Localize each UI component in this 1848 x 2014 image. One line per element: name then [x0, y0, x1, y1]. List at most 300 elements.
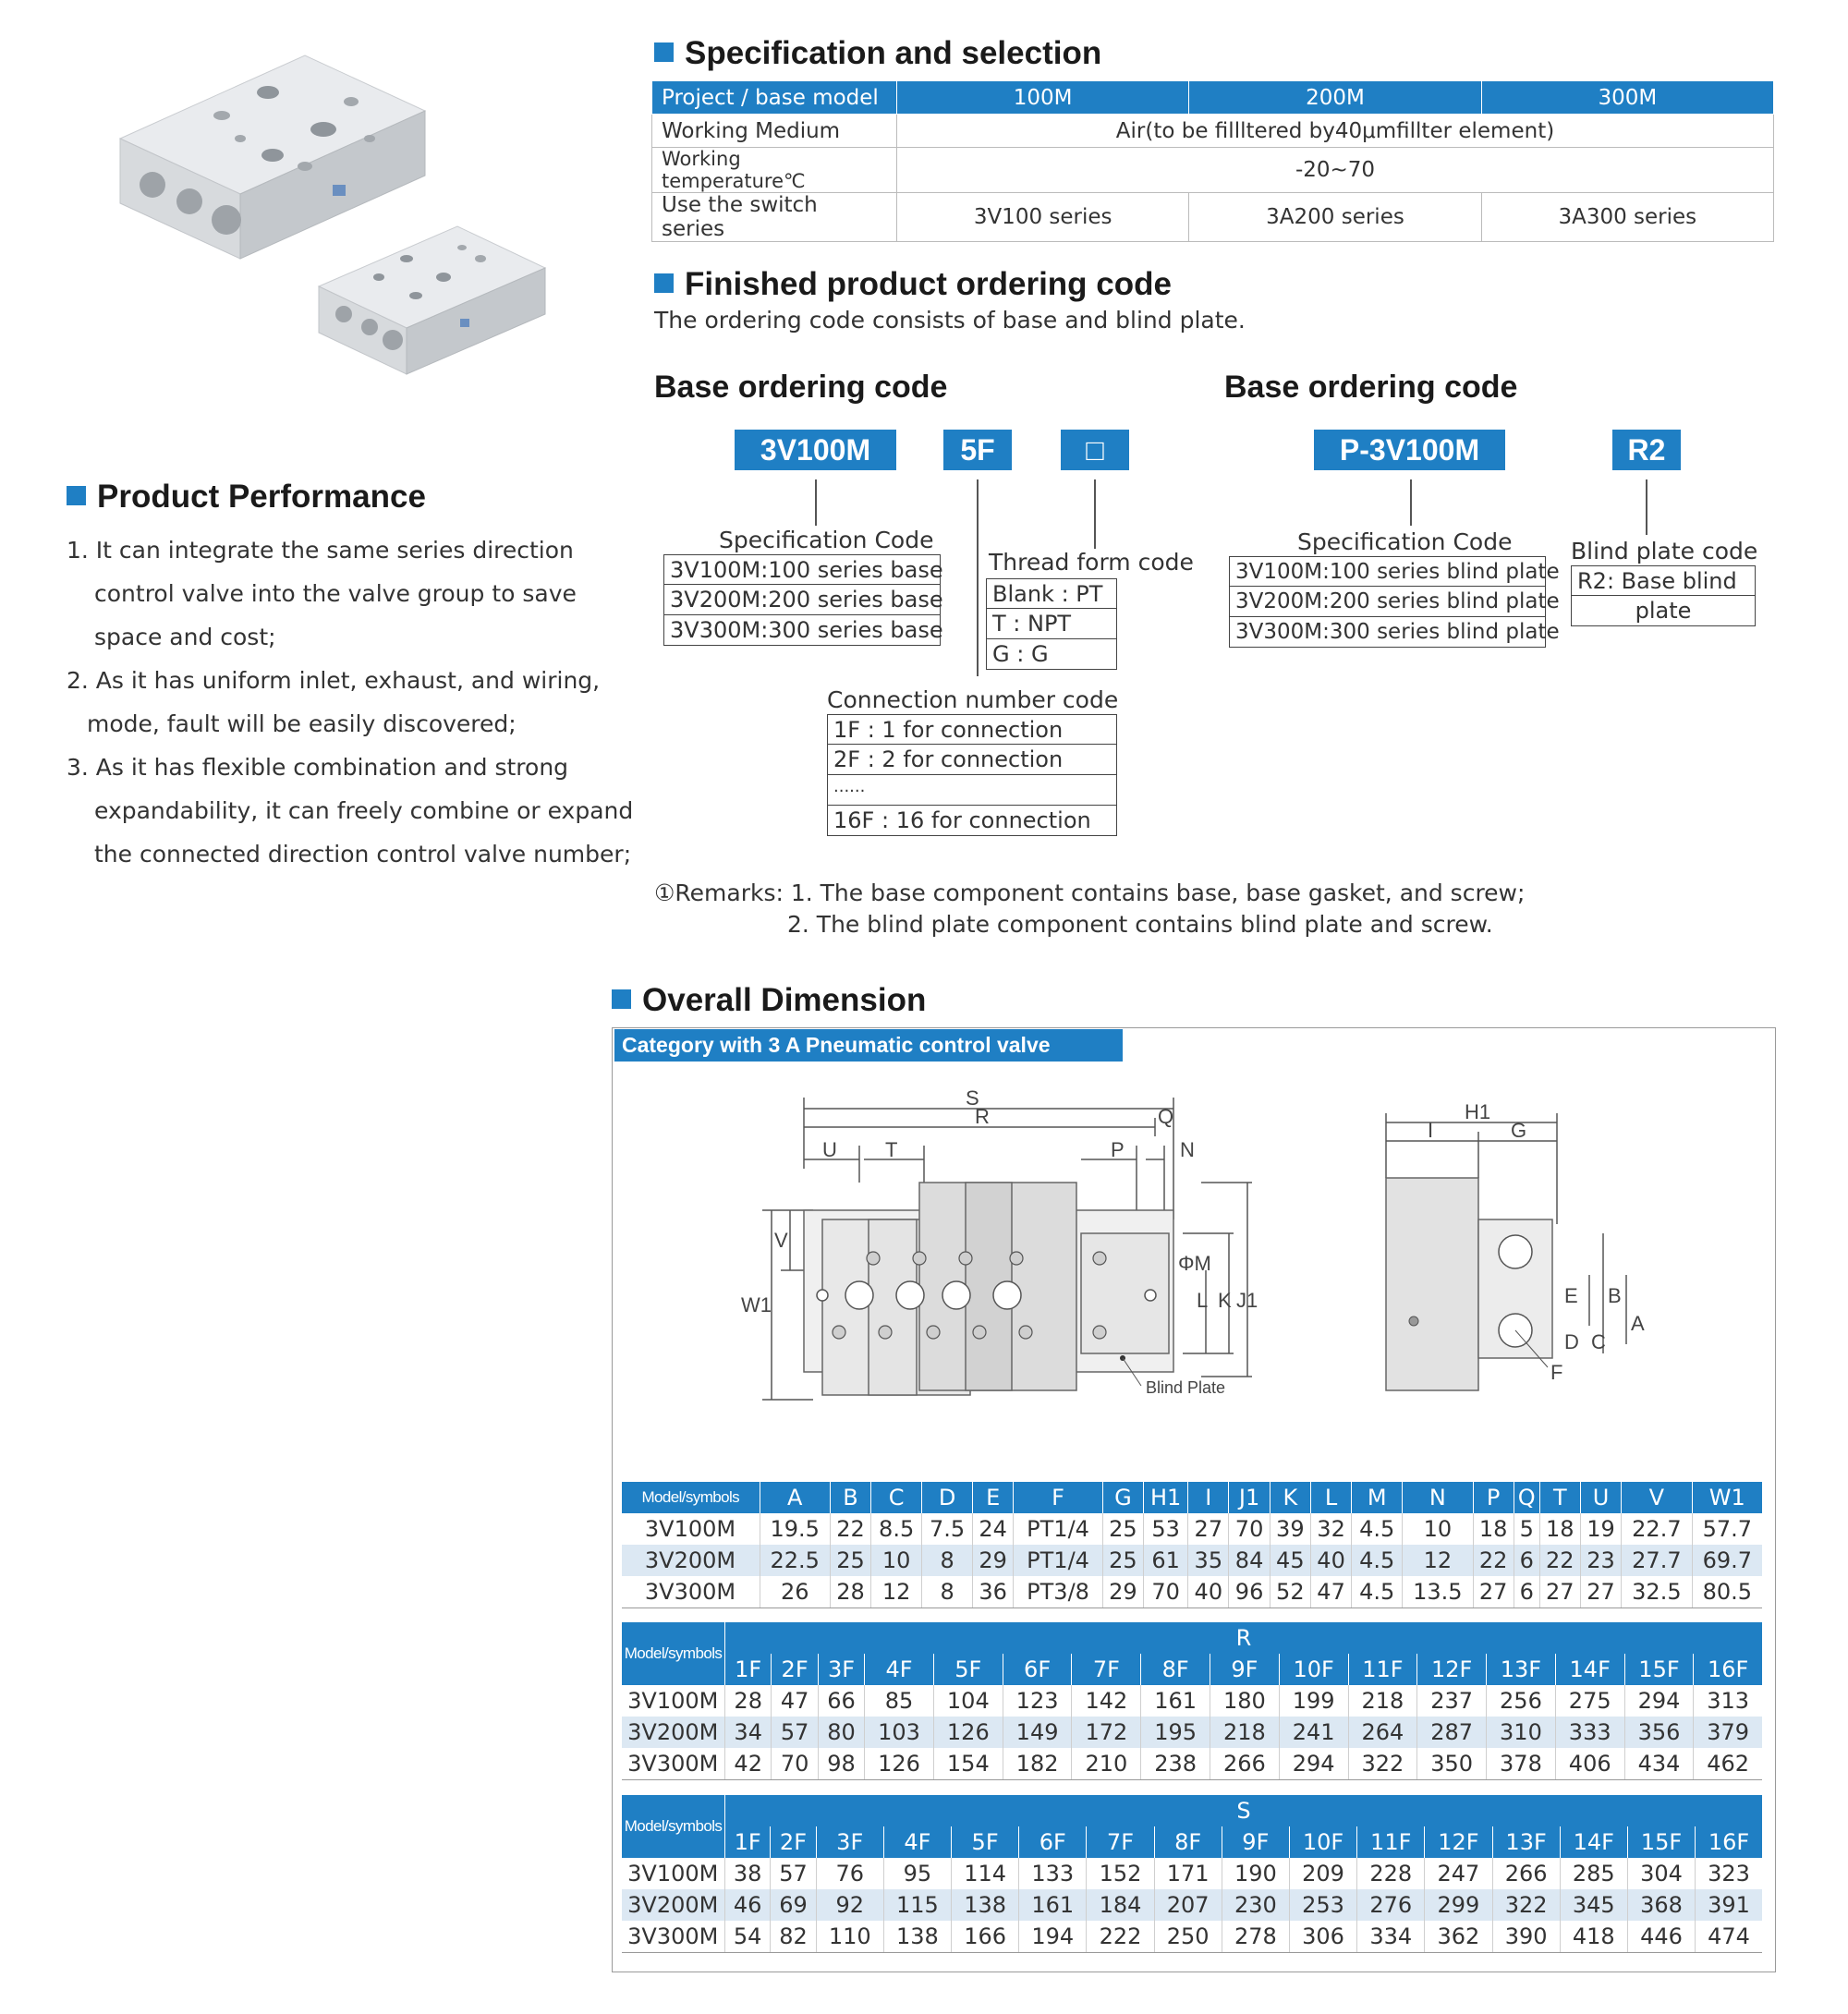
dim-label-B: B: [1608, 1284, 1622, 1307]
table-cell: 85: [865, 1685, 934, 1717]
table-cell: 98: [818, 1748, 864, 1779]
table-cell: 22: [1539, 1545, 1580, 1576]
table-cell: 29: [1102, 1576, 1143, 1608]
table-cell: 210: [1072, 1748, 1141, 1779]
table-cell: 28: [830, 1576, 870, 1608]
table-cell: 80: [818, 1717, 864, 1748]
dim-label-V: V: [774, 1229, 788, 1252]
table-cell: 61: [1144, 1545, 1188, 1576]
table-cell: 172: [1072, 1717, 1141, 1748]
table-cell: 22.5: [760, 1545, 830, 1576]
table-header-cell: 13F: [1492, 1826, 1560, 1858]
table-cell: 250: [1154, 1921, 1222, 1952]
table-cell: 4.5: [1352, 1576, 1403, 1608]
table-header-cell: 6F: [1003, 1654, 1072, 1685]
table-cell: 34: [725, 1717, 772, 1748]
table-cell: 323: [1696, 1858, 1762, 1889]
connector-line: [815, 479, 817, 526]
table-header-cell: 10F: [1279, 1654, 1348, 1685]
table-header-cell: 3F: [816, 1826, 883, 1858]
spec-value: -20~70: [897, 148, 1774, 193]
spec-code-row: 3V100M:100 series base: [663, 554, 941, 585]
table-cell: 70: [1229, 1513, 1270, 1545]
code-box-connection: 5F: [943, 430, 1012, 470]
spec-code-row: 3V300M:300 series base: [663, 615, 941, 646]
ordering-subtitle: The ordering code consists of base and blind plate.: [654, 307, 1246, 334]
table-header-cell: H1: [1144, 1482, 1188, 1513]
dim-label-N: N: [1180, 1138, 1195, 1161]
table-header-cell: G: [1102, 1482, 1143, 1513]
product-image: [111, 37, 573, 406]
dimension-heading: Overall Dimension: [612, 982, 926, 1019]
table-header-cell: 4F: [883, 1826, 951, 1858]
s-dimension-table: [621, 1795, 1762, 1953]
dim-label-J1: J1: [1236, 1289, 1258, 1312]
table-cell: 10: [871, 1545, 922, 1576]
spec-code-label: Specification Code: [719, 527, 934, 553]
table-cell: 57: [771, 1858, 816, 1889]
table-cell: 8: [922, 1576, 973, 1608]
table-cell: 5: [1514, 1513, 1539, 1545]
table-cell: 275: [1555, 1685, 1624, 1717]
table-cell: 18: [1539, 1513, 1580, 1545]
front-view-drawing: [730, 1081, 1258, 1423]
table-cell: 166: [952, 1921, 1019, 1952]
table-group-row: [622, 1622, 1763, 1654]
table-row: [622, 1685, 1763, 1717]
table-cell: 194: [1019, 1921, 1087, 1952]
table-cell: 3V100M: [627, 1688, 719, 1714]
table-cell: 53: [1144, 1513, 1188, 1545]
dim-label-W1: W1: [741, 1293, 772, 1316]
table-cell: 26: [760, 1576, 830, 1608]
connector-line: [1646, 479, 1647, 535]
table-cell: 27: [1473, 1576, 1514, 1608]
blind-spec-code-row: 3V200M:200 series blind plate: [1229, 587, 1546, 617]
table-header-cell: Q: [1514, 1482, 1539, 1513]
dim-label-S: S: [966, 1086, 979, 1110]
table-cell: 149: [1003, 1717, 1072, 1748]
spec-value: 3A200 series: [1189, 193, 1481, 242]
blind-plate-code-label: Blind plate code: [1571, 538, 1758, 564]
table-cell: 322: [1348, 1748, 1417, 1779]
table-row: [622, 1513, 1763, 1545]
table-header-cell: V: [1622, 1482, 1692, 1513]
table-header-cell: C: [871, 1482, 922, 1513]
table-cell: 13.5: [1403, 1576, 1473, 1608]
connection-code-table: [827, 714, 1117, 836]
dim-label-T: T: [885, 1138, 898, 1161]
table-header-cell: 16F: [1696, 1826, 1762, 1858]
table-cell: 190: [1222, 1858, 1289, 1889]
remark-line: 2. The blind plate component contains blind plate and screw.: [787, 911, 1493, 938]
table-row: [622, 1748, 1763, 1779]
table-cell: 104: [933, 1685, 1003, 1717]
performance-line: 1. It can integrate the same series direction: [67, 537, 574, 564]
table-cell: 76: [816, 1858, 883, 1889]
table-cell: 362: [1425, 1921, 1492, 1952]
table-cell: 54: [725, 1921, 771, 1952]
table-header-cell: 14F: [1555, 1654, 1624, 1685]
table-group-cell: R: [725, 1622, 1763, 1654]
table-row: [622, 1545, 1763, 1576]
spec-code-row: 3V200M:200 series base: [663, 585, 941, 615]
dim-label-D: D: [1564, 1330, 1579, 1353]
dim-label-H1: H1: [1465, 1100, 1491, 1123]
thread-code-row: G : G: [986, 639, 1117, 670]
performance-line: the connected direction control valve number;: [94, 841, 632, 867]
table-cell: 182: [1003, 1748, 1072, 1779]
table-cell: 45: [1270, 1545, 1310, 1576]
table-cell: 3V200M: [622, 1717, 725, 1748]
table-cell: 25: [1102, 1545, 1143, 1576]
table-cell: 47: [772, 1685, 818, 1717]
performance-line: 2. As it has uniform inlet, exhaust, and wiring,: [67, 667, 601, 694]
table-group-cell: S: [725, 1795, 1763, 1826]
table-header-cell: Model/symbols: [622, 1622, 725, 1685]
table-cell: 126: [865, 1748, 934, 1779]
connection-code-row: ......: [827, 775, 1117, 806]
table-cell: 32.5: [1622, 1576, 1692, 1608]
table-cell: 27: [1539, 1576, 1580, 1608]
table-cell: 23: [1580, 1545, 1621, 1576]
performance-line: mode, fault will be easily discovered;: [87, 710, 517, 737]
spec-row: [652, 193, 1774, 242]
table-cell: 57.7: [1692, 1513, 1762, 1545]
table-cell: 82: [771, 1921, 816, 1952]
table-cell: 66: [818, 1685, 864, 1717]
spec-label: Use the switch series: [652, 193, 897, 242]
blind-spec-code-table: [1229, 556, 1560, 648]
table-header-cell: 5F: [933, 1654, 1003, 1685]
connection-code-row: 16F : 16 for connection: [827, 806, 1117, 836]
table-cell: 218: [1348, 1685, 1417, 1717]
table-cell: 69.7: [1692, 1545, 1762, 1576]
category-banner: Category with 3 A Pneumatic control valve: [614, 1029, 1123, 1062]
table-header-cell: 11F: [1348, 1654, 1417, 1685]
table-header-cell: 7F: [1087, 1826, 1154, 1858]
connector-line: [1410, 479, 1412, 526]
table-cell: 4.5: [1352, 1513, 1403, 1545]
table-header-cell: 2F: [771, 1826, 816, 1858]
table-cell: 22.7: [1622, 1513, 1692, 1545]
bullet-square-icon: [67, 486, 86, 505]
dim-label-U: U: [822, 1138, 837, 1161]
table-header-cell: 1F: [725, 1654, 772, 1685]
dim-label-R: R: [975, 1105, 990, 1128]
table-row: [622, 1858, 1763, 1889]
blind-plate-callout: Blind Plate: [1146, 1378, 1226, 1397]
table-cell: 7.5: [922, 1513, 973, 1545]
table-cell: 39: [1270, 1513, 1310, 1545]
table-cell: 228: [1357, 1858, 1425, 1889]
table-cell: 29: [973, 1545, 1014, 1576]
table-header-cell: T: [1539, 1482, 1580, 1513]
table-header-cell: K: [1270, 1482, 1310, 1513]
table-cell: 4.5: [1352, 1545, 1403, 1576]
table-header-row: [622, 1826, 1763, 1858]
table-cell: 3V300M: [622, 1748, 725, 1779]
table-cell: 110: [816, 1921, 883, 1952]
spec-code-table: [663, 554, 941, 646]
spec-value: 3A300 series: [1481, 193, 1773, 242]
table-cell: 241: [1279, 1717, 1348, 1748]
table-group-row: [622, 1795, 1763, 1826]
table-cell: 22: [830, 1513, 870, 1545]
table-cell: 22: [1473, 1545, 1514, 1576]
table-header-cell: 5F: [952, 1826, 1019, 1858]
table-cell: 152: [1087, 1858, 1154, 1889]
side-view-drawing: [1377, 1095, 1672, 1409]
base-code-title: Base ordering code: [654, 370, 948, 405]
table-cell: 25: [830, 1545, 870, 1576]
table-cell: 3V200M: [622, 1889, 725, 1921]
table-cell: PT1/4: [1014, 1513, 1102, 1545]
dim-label-I: I: [1428, 1119, 1434, 1142]
table-cell: 18: [1473, 1513, 1514, 1545]
table-cell: 209: [1289, 1858, 1356, 1889]
spec-value: Air(to be fillltered by40μmfillter element): [897, 115, 1774, 148]
table-cell: 154: [933, 1748, 1003, 1779]
table-header-cell: 15F: [1627, 1826, 1695, 1858]
table-cell: 3V100M: [627, 1861, 719, 1887]
table-cell: 390: [1492, 1921, 1560, 1952]
table-cell: 264: [1348, 1717, 1417, 1748]
table-header-cell: 3F: [818, 1654, 864, 1685]
table-cell: 36: [973, 1576, 1014, 1608]
table-cell: 218: [1210, 1717, 1280, 1748]
dimension-table: [621, 1482, 1762, 1608]
table-cell: 195: [1141, 1717, 1210, 1748]
table-header-cell: N: [1403, 1482, 1473, 1513]
table-cell: 266: [1492, 1858, 1560, 1889]
table-header-cell: 1F: [725, 1826, 771, 1858]
table-cell: 84: [1229, 1545, 1270, 1576]
spec-header-cell: 100M: [897, 81, 1189, 115]
table-cell: 24: [973, 1513, 1014, 1545]
table-cell: 350: [1417, 1748, 1487, 1779]
table-cell: 3V100M: [644, 1516, 736, 1542]
spec-value: 3V100 series: [897, 193, 1189, 242]
thread-code-label: Thread form code: [989, 549, 1194, 576]
table-cell: 38: [725, 1858, 771, 1889]
table-cell: 199: [1279, 1685, 1348, 1717]
spec-heading: Specification and selection: [654, 35, 1101, 72]
connector-line: [1094, 479, 1096, 549]
table-cell: 27: [1580, 1576, 1621, 1608]
table-row: [622, 1576, 1763, 1608]
table-cell: 3V200M: [622, 1545, 760, 1576]
blind-spec-code-label: Specification Code: [1297, 528, 1513, 555]
table-header-cell: 8F: [1154, 1826, 1222, 1858]
dim-label-L: L: [1197, 1289, 1209, 1312]
table-cell: 123: [1003, 1685, 1072, 1717]
table-cell: 27: [1188, 1513, 1229, 1545]
spec-label: Working temperature℃: [652, 148, 897, 193]
performance-line: expandability, it can freely combine or expand: [94, 797, 634, 824]
connection-code-row: 1F : 1 for connection: [827, 714, 1117, 745]
table-row: [622, 1717, 1763, 1748]
table-header-cell: F: [1014, 1482, 1102, 1513]
table-cell: 238: [1141, 1748, 1210, 1779]
table-cell: 313: [1694, 1685, 1762, 1717]
table-cell: 126: [933, 1717, 1003, 1748]
table-cell: 247: [1425, 1858, 1492, 1889]
table-cell: 222: [1087, 1921, 1154, 1952]
dim-label-A: A: [1631, 1312, 1645, 1335]
table-cell: 406: [1555, 1748, 1624, 1779]
table-header-cell: 6F: [1019, 1826, 1087, 1858]
table-cell: 19: [1580, 1513, 1621, 1545]
table-header-cell: E: [973, 1482, 1014, 1513]
table-cell: 207: [1154, 1889, 1222, 1921]
table-cell: 180: [1210, 1685, 1280, 1717]
blind-code-title: Base ordering code: [1224, 370, 1518, 405]
thread-code-row: T : NPT: [986, 609, 1117, 639]
thread-code-table: [986, 578, 1117, 670]
table-header-row: [622, 1482, 1763, 1513]
connector-line: [977, 479, 979, 676]
table-cell: 379: [1694, 1717, 1762, 1748]
table-cell: 69: [771, 1889, 816, 1921]
table-header-cell: 12F: [1425, 1826, 1492, 1858]
table-header-cell: L: [1310, 1482, 1351, 1513]
table-cell: 256: [1487, 1685, 1556, 1717]
dim-label-P: P: [1111, 1138, 1125, 1161]
table-cell: 418: [1560, 1921, 1627, 1952]
table-header-cell: M: [1352, 1482, 1403, 1513]
table-cell: 133: [1019, 1858, 1087, 1889]
table-cell: 368: [1627, 1889, 1695, 1921]
table-header-cell: 16F: [1694, 1654, 1762, 1685]
table-cell: 138: [883, 1921, 951, 1952]
table-header-cell: 10F: [1289, 1826, 1356, 1858]
table-cell: 161: [1141, 1685, 1210, 1717]
thread-code-row: Blank : PT: [986, 578, 1117, 609]
blind-spec-code-row: 3V100M:100 series blind plate: [1229, 556, 1546, 587]
code-box-spec: 3V100M: [735, 430, 896, 470]
table-cell: 266: [1210, 1748, 1280, 1779]
table-cell: 57: [772, 1717, 818, 1748]
table-header-cell: 12F: [1417, 1654, 1487, 1685]
table-cell: 52: [1270, 1576, 1310, 1608]
table-cell: 19.5: [760, 1513, 830, 1545]
table-header-cell: W1: [1692, 1482, 1762, 1513]
table-cell: 70: [772, 1748, 818, 1779]
spec-header-row: [652, 81, 1774, 115]
performance-heading: Product Performance: [67, 479, 426, 516]
table-header-cell: 9F: [1222, 1826, 1289, 1858]
spec-header-cell: 200M: [1189, 81, 1481, 115]
table-cell: 6: [1514, 1545, 1539, 1576]
table-header-cell: D: [922, 1482, 973, 1513]
table-row: [622, 1921, 1763, 1952]
table-cell: 12: [1403, 1545, 1473, 1576]
spec-label: Working Medium: [652, 115, 897, 148]
table-header-cell: 9F: [1210, 1654, 1280, 1685]
table-cell: 391: [1696, 1889, 1762, 1921]
table-cell: 161: [1019, 1889, 1087, 1921]
table-cell: 285: [1560, 1858, 1627, 1889]
table-cell: 230: [1222, 1889, 1289, 1921]
table-cell: 278: [1222, 1921, 1289, 1952]
table-cell: 138: [952, 1889, 1019, 1921]
table-cell: 306: [1289, 1921, 1356, 1952]
dim-label-G: G: [1511, 1119, 1527, 1142]
table-header-cell: 14F: [1560, 1826, 1627, 1858]
table-header-cell: 11F: [1357, 1826, 1425, 1858]
connection-code-label: Connection number code: [827, 686, 1119, 713]
performance-line: space and cost;: [94, 624, 276, 650]
performance-line: control valve into the valve group to save: [94, 580, 577, 607]
table-header-cell: 8F: [1141, 1654, 1210, 1685]
r-dimension-table: [621, 1622, 1762, 1780]
table-cell: PT3/8: [1014, 1576, 1102, 1608]
table-cell: 434: [1624, 1748, 1694, 1779]
spec-row: [652, 115, 1774, 148]
table-header-cell: Model/symbols: [622, 1795, 725, 1858]
table-cell: 3V300M: [622, 1576, 760, 1608]
table-cell: 304: [1627, 1858, 1695, 1889]
table-cell: 299: [1425, 1889, 1492, 1921]
bullet-square-icon: [654, 42, 674, 62]
table-cell: 28: [725, 1685, 772, 1717]
code-box-blind-plate: R2: [1612, 430, 1681, 470]
connection-code-row: 2F : 2 for connection: [827, 745, 1117, 775]
table-header-cell: 7F: [1072, 1654, 1141, 1685]
table-header-cell: B: [830, 1482, 870, 1513]
table-cell: 356: [1624, 1717, 1694, 1748]
table-cell: 115: [883, 1889, 951, 1921]
table-cell: 294: [1624, 1685, 1694, 1717]
table-cell: 32: [1310, 1513, 1351, 1545]
table-cell: 27.7: [1622, 1545, 1692, 1576]
table-cell: 345: [1560, 1889, 1627, 1921]
code-box-blind-spec: P-3V100M: [1314, 430, 1505, 470]
table-cell: 47: [1310, 1576, 1351, 1608]
table-cell: 276: [1357, 1889, 1425, 1921]
table-cell: 333: [1555, 1717, 1624, 1748]
blind-plate-code-row: plate: [1571, 596, 1756, 626]
remark-line: ①Remarks: 1. The base component contains base, base gasket, and screw;: [654, 880, 1526, 906]
table-cell: 322: [1492, 1889, 1560, 1921]
ordering-heading: Finished product ordering code: [654, 266, 1172, 303]
table-cell: 378: [1487, 1748, 1556, 1779]
table-header-cell: I: [1188, 1482, 1229, 1513]
table-cell: 6: [1514, 1576, 1539, 1608]
table-cell: 40: [1188, 1576, 1229, 1608]
table-header-cell: 15F: [1624, 1654, 1694, 1685]
table-header-cell: 4F: [865, 1654, 934, 1685]
table-cell: 287: [1417, 1717, 1487, 1748]
blind-plate-code-row: R2: Base blind: [1571, 565, 1756, 596]
table-cell: 70: [1144, 1576, 1188, 1608]
table-cell: 446: [1627, 1921, 1695, 1952]
table-cell: 142: [1072, 1685, 1141, 1717]
table-cell: 3V300M: [622, 1921, 725, 1952]
table-cell: 46: [725, 1889, 771, 1921]
table-cell: 103: [865, 1717, 934, 1748]
table-cell: 95: [883, 1858, 951, 1889]
table-cell: 294: [1279, 1748, 1348, 1779]
table-cell: 171: [1154, 1858, 1222, 1889]
table-cell: 35: [1188, 1545, 1229, 1576]
table-cell: 310: [1487, 1717, 1556, 1748]
performance-list: [67, 528, 633, 876]
table-cell: 462: [1694, 1748, 1762, 1779]
table-cell: 8: [922, 1545, 973, 1576]
table-cell: 8.5: [871, 1513, 922, 1545]
